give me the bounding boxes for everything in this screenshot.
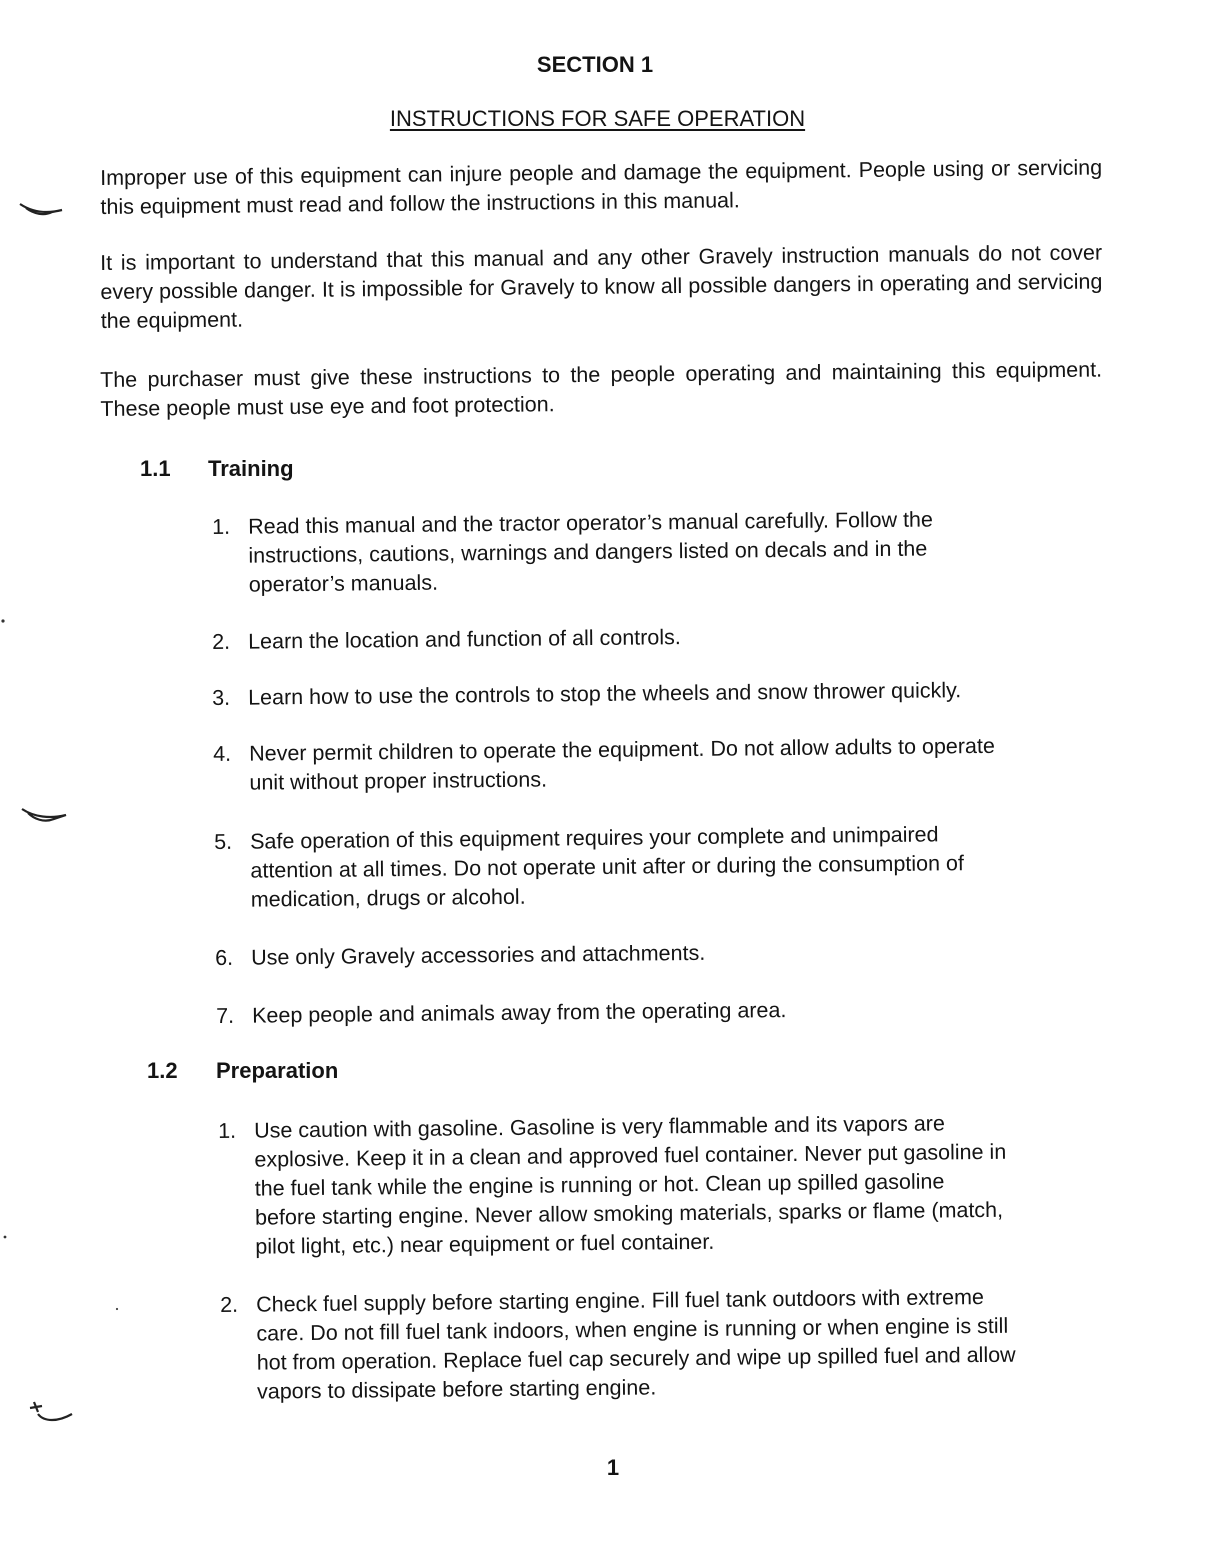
heading-number: 1.1: [140, 456, 171, 481]
list-item-number: 2.: [220, 1292, 239, 1317]
list-item-text: Check fuel supply before starting engine. Fill fuel tank outdoors with extreme care. Do not fill fuel tank indoors, when engine is running or when engine is still hot from operation. Replace fuel cap securely and wipe up spilled fuel and allow vapors to dissipate before starting engine.: [256, 1285, 1016, 1404]
list-item-text: Learn how to use the controls to stop the wheels and snow thrower quickly.: [248, 678, 962, 710]
section-title: SECTION 1: [536, 52, 654, 77]
margin-dot-icon: [0, 616, 8, 626]
list-item-number: 6.: [215, 945, 234, 970]
margin-dot-icon: [2, 1232, 10, 1242]
list-item-number: 4.: [213, 741, 232, 766]
section-subtitle: INSTRUCTIONS FOR SAFE OPERATION: [389, 106, 806, 131]
margin-mark-icon: [18, 198, 66, 220]
list-item-number: 3.: [212, 685, 231, 710]
page-number: 1: [606, 1455, 620, 1480]
list-item-text: Learn the location and function of all controls.: [248, 625, 681, 654]
list-item-text: Never permit children to operate the equipment. Do not allow adults to operate unit without proper instructions.: [249, 733, 995, 795]
list-item-text: Use caution with gasoline. Gasoline is very flammable and its vapors are explosive. Keep it in a clean and approved fuel container. Never put gasoline in the fuel tank while the engine is running or hot. Clean up spilled gasoline before starting engine. Never allow smoking materials, sparks or flame (match, pilot light, etc.) near equipment or fuel container.: [254, 1111, 1007, 1259]
intro-paragraph-2: It is important to understand that this manual and any other Gravely instruction manuals do not cover every possible danger. It is impossible for Gravely to know all possible dangers in operating and servicing the equipment.: [100, 240, 1103, 333]
list-item-text: Safe operation of this equipment requires your complete and unimpaired attention at all times. Do not operate unit after or during the consumption of medication, drugs or alcohol.: [250, 822, 965, 912]
heading-number: 1.2: [147, 1058, 178, 1083]
list-item-text: Keep people and animals away from the operating area.: [252, 998, 787, 1028]
list-item-text: Read this manual and the tractor operator’s manual carefully. Follow the instructions, cautions, warnings and dangers listed on decals and in the operator’s manuals.: [248, 507, 934, 597]
margin-mark-icon: [28, 1398, 76, 1426]
margin-mark-icon: [20, 805, 70, 827]
intro-paragraph-3: The purchaser must give these instructions to the people operating and maintaining this equipment. These people must use eye and foot protection.: [100, 357, 1103, 421]
list-item-number: 1.: [218, 1118, 237, 1143]
list-item-number: 1.: [212, 514, 231, 539]
list-item-number: 7.: [216, 1003, 235, 1028]
heading-title: Preparation: [216, 1058, 339, 1083]
list-item-number: 2.: [212, 629, 231, 654]
list-item-number: 5.: [214, 829, 233, 854]
list-item-text: Use only Gravely accessories and attachments.: [251, 940, 706, 970]
margin-dot-icon: [114, 1306, 120, 1312]
intro-paragraph-1: Improper use of this equipment can injure people and damage the equipment. People using or servicing this equipment must read and follow the instructions in this manual.: [100, 155, 1103, 219]
heading-title: Training: [208, 456, 294, 481]
